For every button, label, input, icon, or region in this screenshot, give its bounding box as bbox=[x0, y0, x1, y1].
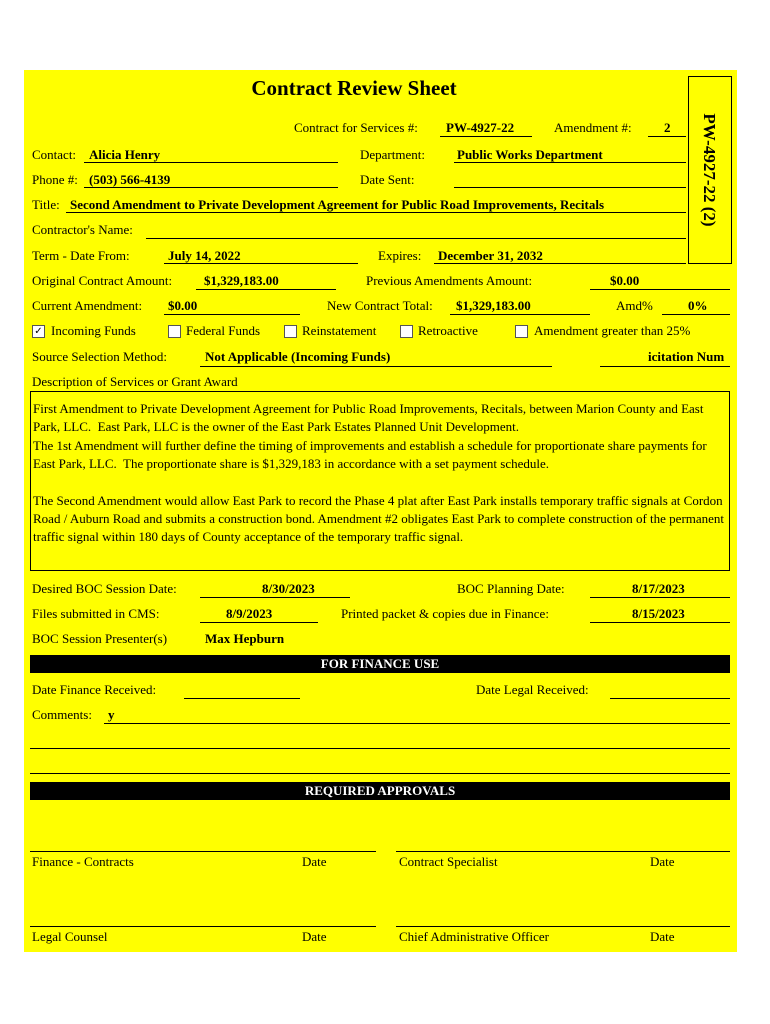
legal-counsel-date-label: Date bbox=[302, 929, 327, 944]
federal-funds-checkbox[interactable] bbox=[168, 325, 181, 338]
date-legal-received-field[interactable] bbox=[610, 698, 730, 699]
new-contract-total-label: New Contract Total: bbox=[327, 298, 433, 313]
reinstatement-checkbox[interactable] bbox=[284, 325, 297, 338]
contact-underline bbox=[84, 162, 338, 163]
expires-underline bbox=[434, 263, 686, 264]
legal-counsel-signature-line[interactable] bbox=[30, 926, 376, 927]
previous-amendments-underline bbox=[590, 289, 730, 290]
page-title: Contract Review Sheet bbox=[251, 76, 457, 100]
source-selection-label: Source Selection Method: bbox=[32, 349, 168, 364]
original-amount-label: Original Contract Amount: bbox=[32, 273, 173, 288]
contract-number-value[interactable]: PW-4927-22 bbox=[446, 120, 515, 135]
department-value[interactable]: Public Works Department bbox=[457, 147, 603, 162]
source-selection-underline bbox=[200, 366, 552, 367]
amendment-over-25-checkbox[interactable] bbox=[515, 325, 528, 338]
checkmark-icon: ✓ bbox=[34, 326, 43, 337]
incoming-funds-checkbox[interactable] bbox=[32, 325, 45, 338]
comments-label: Comments: bbox=[32, 707, 92, 722]
printed-packet-label: Printed packet & copies due in Finance: bbox=[341, 606, 549, 621]
phone-label: Phone #: bbox=[32, 172, 78, 187]
side-label: PW-4927-22 (2) bbox=[700, 113, 719, 227]
retroactive-checkbox[interactable] bbox=[400, 325, 413, 338]
department-underline bbox=[454, 162, 686, 163]
required-approvals-header: REQUIRED APPROVALS bbox=[30, 782, 730, 800]
date-legal-received-label: Date Legal Received: bbox=[476, 682, 589, 697]
solicitation-number-underline bbox=[600, 366, 730, 367]
contract-number-underline bbox=[440, 136, 532, 137]
printed-packet-value[interactable]: 8/15/2023 bbox=[632, 606, 685, 621]
comments-line-1 bbox=[104, 723, 730, 724]
files-cms-underline bbox=[200, 622, 318, 623]
files-cms-value[interactable]: 8/9/2023 bbox=[226, 606, 273, 621]
chief-admin-date-label: Date bbox=[650, 929, 675, 944]
comments-value[interactable]: y bbox=[108, 707, 115, 722]
previous-amendments-value[interactable]: $0.00 bbox=[610, 273, 640, 288]
description-label: Description of Services or Grant Award bbox=[32, 374, 238, 389]
current-amendment-value[interactable]: $0.00 bbox=[168, 298, 198, 313]
retroactive-label: Retroactive bbox=[418, 323, 478, 338]
boc-planning-date-label: BOC Planning Date: bbox=[457, 581, 565, 596]
reinstatement-label: Reinstatement bbox=[302, 323, 377, 338]
amendment-number-underline bbox=[648, 136, 686, 137]
federal-funds-label: Federal Funds bbox=[186, 323, 261, 338]
current-amendment-underline bbox=[164, 314, 300, 315]
solicitation-number-label: icitation Num bbox=[648, 349, 725, 364]
amendment-number-value[interactable]: 2 bbox=[664, 120, 671, 135]
contract-specialist-signature-line[interactable] bbox=[396, 851, 730, 852]
comments-line-2 bbox=[30, 748, 730, 749]
term-from-value[interactable]: July 14, 2022 bbox=[168, 248, 241, 263]
title-value[interactable]: Second Amendment to Private Development Agreement for Public Road Improvements, Recitals bbox=[70, 197, 605, 212]
department-label: Department: bbox=[360, 147, 425, 162]
amd-percent-underline bbox=[662, 314, 730, 315]
amd-percent-value[interactable]: 0% bbox=[688, 298, 708, 313]
amendment-number-label: Amendment #: bbox=[554, 120, 632, 135]
description-box[interactable] bbox=[30, 391, 730, 571]
chief-admin-signature-line[interactable] bbox=[396, 926, 730, 927]
finance-use-header: FOR FINANCE USE bbox=[30, 655, 730, 673]
desired-boc-date-label: Desired BOC Session Date: bbox=[32, 581, 177, 596]
finance-contracts-signature-line[interactable] bbox=[30, 851, 376, 852]
source-selection-value[interactable]: Not Applicable (Incoming Funds) bbox=[205, 349, 391, 364]
phone-value[interactable]: (503) 566-4139 bbox=[89, 172, 171, 187]
amd-percent-label: Amd% bbox=[616, 298, 653, 313]
title-underline bbox=[66, 212, 686, 213]
boc-planning-date-underline bbox=[590, 597, 730, 598]
comments-line-3 bbox=[30, 773, 730, 774]
previous-amendments-label: Previous Amendments Amount: bbox=[366, 273, 533, 288]
finance-contracts-date-label: Date bbox=[302, 854, 327, 869]
contract-specialist-date-label: Date bbox=[650, 854, 675, 869]
printed-packet-underline bbox=[590, 622, 730, 623]
contractor-underline bbox=[146, 238, 686, 239]
chief-admin-label: Chief Administrative Officer bbox=[399, 929, 549, 944]
files-cms-label: Files submitted in CMS: bbox=[32, 606, 160, 621]
date-finance-received-label: Date Finance Received: bbox=[32, 682, 157, 697]
desired-boc-date-value[interactable]: 8/30/2023 bbox=[262, 581, 315, 596]
new-contract-total-underline bbox=[450, 314, 590, 315]
date-sent-label: Date Sent: bbox=[360, 172, 415, 187]
expires-value[interactable]: December 31, 2032 bbox=[438, 248, 543, 263]
desired-boc-date-underline bbox=[200, 597, 350, 598]
description-paragraph-2: The Second Amendment would allow East Park to record the Phase 4 plat after East Park installs temporary traffic signals at Cordon Road / Auburn Road and submits a construction bond. Amendment #2 obligates East Park to complete construction of the permanent traffic signal within 180 days of County acceptance of the temporary traffic signal. bbox=[33, 492, 728, 545]
contract-specialist-label: Contract Specialist bbox=[399, 854, 498, 869]
presenter-value[interactable]: Max Hepburn bbox=[205, 631, 285, 646]
original-amount-underline bbox=[196, 289, 336, 290]
incoming-funds-label: Incoming Funds bbox=[51, 323, 136, 338]
current-amendment-label: Current Amendment: bbox=[32, 298, 143, 313]
title-label: Title: bbox=[32, 197, 60, 212]
amendment-over-25-label: Amendment greater than 25% bbox=[534, 323, 691, 338]
contact-value[interactable]: Alicia Henry bbox=[89, 147, 161, 162]
contractor-label: Contractor's Name: bbox=[32, 222, 133, 237]
finance-contracts-label: Finance - Contracts bbox=[32, 854, 134, 869]
new-contract-total-value[interactable]: $1,329,183.00 bbox=[456, 298, 531, 313]
term-from-underline bbox=[164, 263, 358, 264]
original-amount-value[interactable]: $1,329,183.00 bbox=[204, 273, 279, 288]
contract-number-label: Contract for Services #: bbox=[294, 120, 418, 135]
date-sent-underline bbox=[454, 187, 686, 188]
description-paragraph-1: First Amendment to Private Development Agreement for Public Road Improvements, Recitals, between Marion County and East Park, LLC. East Park, LLC is the owner of the East Park Estates Planned Unit Development. The 1st Amendment will further define the timing of improvements and establish a schedule for proportionate share payments for East Park, LLC. The proportionate share is $1,329,183 in accordance with a set payment schedule. bbox=[33, 401, 707, 472]
boc-planning-date-value[interactable]: 8/17/2023 bbox=[632, 581, 685, 596]
term-from-label: Term - Date From: bbox=[32, 248, 130, 263]
expires-label: Expires: bbox=[378, 248, 422, 263]
date-finance-received-field[interactable] bbox=[184, 698, 300, 699]
presenter-label: BOC Session Presenter(s) bbox=[32, 631, 168, 646]
contact-label: Contact: bbox=[32, 147, 77, 162]
legal-counsel-label: Legal Counsel bbox=[32, 929, 108, 944]
phone-underline bbox=[84, 187, 338, 188]
